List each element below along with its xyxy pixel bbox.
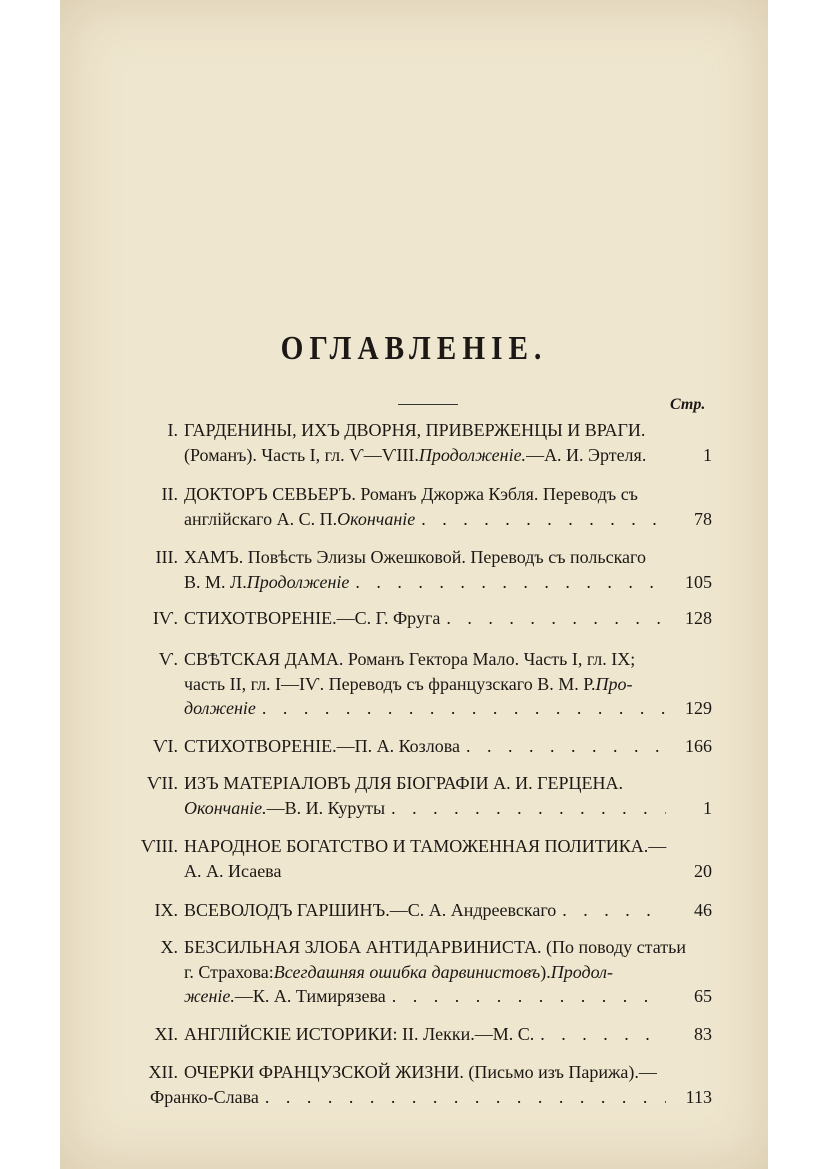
dot-leader (355, 570, 666, 595)
dot-leader (392, 984, 666, 1009)
entry-title: СТИХОТВОРЕНІЕ.—П. А. Козлова (184, 736, 461, 756)
entry-number: ѴI. (152, 736, 178, 756)
entry-page: 20 (694, 860, 712, 881)
entry-title: ИЗЪ МАТЕРІАЛОВЪ ДЛЯ БІОГРАФІИ А. И. ГЕРЦЕНА. (184, 773, 624, 793)
toc-entry-1: I. ГАРДЕНИНЫ, ИХЪ ДВОРНЯ, ПРИВЕРЖЕНЦЫ И ВРАГИ. (Романъ). Часть I, гл. Ѵ—ѴIII. Продолженіе. —А. И. Эртеля. 1 (88, 418, 712, 467)
entry-title: СТИХОТВОРЕНІЕ.—С. Г. Фруга (184, 608, 441, 628)
dot-leader (265, 1085, 666, 1110)
entry-number: I. (167, 420, 178, 440)
dot-leader (540, 1022, 666, 1047)
entry-number: ѴIII. (140, 836, 178, 856)
entry-title: ХАМЪ. Повѣсть Элизы Ожешковой. Переводъ съ польскаго (184, 547, 646, 567)
entry-page: 129 (685, 698, 712, 718)
entry-page: 1 (703, 797, 712, 818)
entry-page: 46 (694, 900, 712, 920)
book-page (60, 0, 768, 1169)
entry-title: ГАРДЕНИНЫ, ИХЪ ДВОРНЯ, ПРИВЕРЖЕНЦЫ И ВРАГИ. (184, 420, 646, 440)
entry-page: 78 (694, 508, 712, 529)
entry-number: IX. (154, 900, 178, 920)
entry-number: XI. (154, 1024, 178, 1044)
entry-title: БЕЗСИЛЬНАЯ ЗЛОБА АНТИДАРВИНИСТА. (По поводу статьи (184, 937, 686, 957)
entry-page: 1 (703, 444, 712, 465)
toc-entry-7: ѴII. ИЗЪ МАТЕРІАЛОВЪ ДЛЯ БІОГРАФІИ А. И. ГЕРЦЕНА. Окончаніе. —В. И. Куруты . . . 1 (88, 771, 712, 820)
entry-page: 166 (685, 736, 712, 756)
entry-number: XII. (148, 1062, 178, 1082)
toc-entry-12: XII. ОЧЕРКИ ФРАНЦУЗСКОЙ ЖИЗНИ. (Письмо изъ Парижа).— Франко-Слава . . . 113 (88, 1060, 712, 1109)
page-title: ОГЛАВЛЕНІЕ. (280, 330, 548, 367)
entry-page: 65 (694, 986, 712, 1006)
entry-number: III. (155, 547, 178, 567)
entry-title: ОЧЕРКИ ФРАНЦУЗСКОЙ ЖИЗНИ. (Письмо изъ Парижа).— (184, 1062, 657, 1082)
page-column-label: Стр. (670, 396, 706, 413)
entry-title: СВѢТСКАЯ ДАМА. Романъ Гектора Мало. Часть I, гл. IX; (184, 649, 636, 669)
entry-number: Ѵ. (158, 649, 178, 669)
dot-leader (391, 796, 666, 821)
entry-page: 83 (694, 1024, 712, 1044)
toc-entry-4 (88, 606, 712, 631)
dot-leader (446, 606, 666, 631)
toc-entry-11 (88, 1022, 712, 1047)
entry-title: АНГЛІЙСКІЕ ИСТОРИКИ: II. Лекки.—М. С. (184, 1024, 535, 1044)
entry-title: ВСЕВОЛОДЪ ГАРШИНЪ.—С. А. Андреевскаго (184, 900, 557, 920)
toc-entry-5: Ѵ. СВѢТСКАЯ ДАМА. Романъ Гектора Мало. Часть I, гл. IX; часть II, гл. I—IѴ. Переводъ съ французскаго В. М. Р. Про- долженіе . . . 129 (88, 647, 712, 721)
toc-entry-9 (88, 898, 712, 923)
dot-leader (262, 696, 666, 721)
toc-entry-10: X. БЕЗСИЛЬНАЯ ЗЛОБА АНТИДАРВИНИСТА. (По поводу статьи г. Страхова: Всегдашняя ошибка дарвинистовъ ). Продол- женіе. —К. А. Тимирязева . . . 65 (88, 935, 712, 1009)
entry-number: ѴII. (146, 773, 178, 793)
toc-entry-3: III. ХАМЪ. Повѣсть Элизы Ожешковой. Переводъ съ польскаго В. М. Л. Продолженіе . . . 105 (88, 545, 712, 594)
entry-page: 128 (685, 608, 712, 628)
entry-number: II. (161, 484, 178, 504)
entry-title: НАРОДНОЕ БОГАТСТВО И ТАМОЖЕННАЯ ПОЛИТИКА.— (184, 836, 667, 856)
entry-number: X. (160, 937, 178, 957)
toc-entry-6 (88, 734, 712, 759)
dot-leader (466, 734, 666, 759)
dot-leader (562, 898, 666, 923)
entry-title: ДОКТОРЪ СЕВЬЕРЪ. Романъ Джоржа Кэбля. Переводъ съ (184, 484, 638, 504)
entry-page: 105 (685, 571, 712, 592)
dot-leader (421, 507, 666, 532)
entry-number: IѴ. (152, 608, 178, 628)
toc-entry-2: II. ДОКТОРЪ СЕВЬЕРЪ. Романъ Джоржа Кэбля. Переводъ съ англійскаго А. С. П. Окончаніе . . . 78 (88, 482, 712, 531)
title-rule (398, 404, 458, 405)
entry-page: 113 (685, 1086, 712, 1107)
toc-entry-8: ѴIII. НАРОДНОЕ БОГАТСТВО И ТАМОЖЕННАЯ ПОЛИТИКА.— А. А. Исаева 20 (88, 834, 712, 883)
